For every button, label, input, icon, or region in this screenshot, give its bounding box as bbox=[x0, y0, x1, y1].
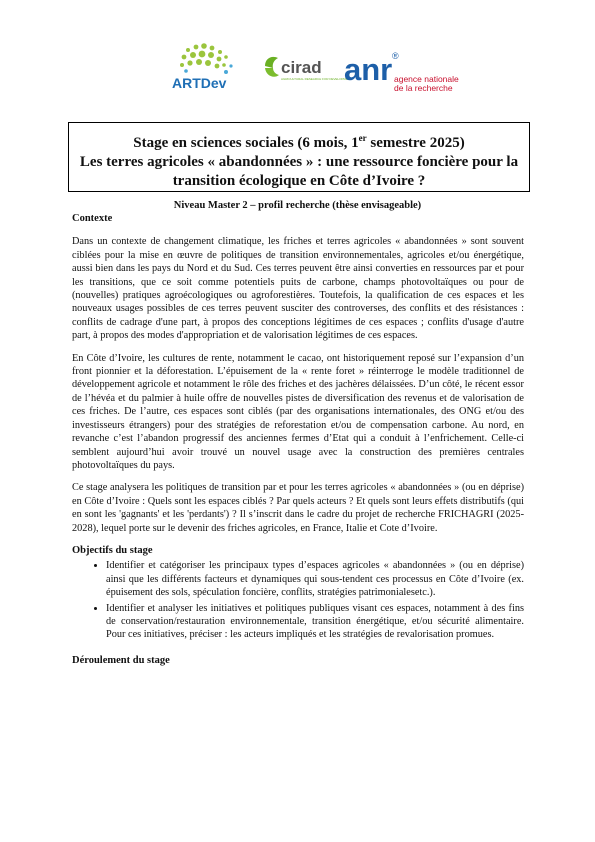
contexte-paragraph-1: Dans un contexte de changement climatique, les friches et terres agricoles « abandonnées » sont souvent ciblées pour la mise en œuvre de politiques de transition environnementales, agricoles et/ou énergétique, aussi bien dans les pays du Nord et du Sud. Ces terres peuvent être ainsi converties en ressources par et pour les transitions, que ce soit comme potentiels puits de carbone, champs photovoltaïques ou pour de (nouvelles) pratiques agroécologiques ou agroforestières. Toutefois, la qualification de ces espaces et les nouveaux usages possibles de ces terres peuvent susciter des controverses, des conflits et des résistances : conflits de cadrage d'une part, à propos des conceptions légitimes de ces espaces ; conflits d'usage d'autre part, à propos des modes d'appropriation et de valorisation légitimes de ces espaces. bbox=[72, 236, 524, 342]
title-box bbox=[68, 122, 530, 192]
level-line: Niveau Master 2 – profil recherche (thèse envisageable) bbox=[173, 200, 422, 211]
objectifs-heading: Objectifs du stage bbox=[72, 544, 153, 556]
artdev-text: ARTDev bbox=[172, 75, 227, 91]
contexte-paragraph-3: Ce stage analysera les politiques de transition par et pour les terres agricoles « abandonnées » (ou en déprise) en Côte d’Ivoire : Quels sont les espaces ciblés ? Par quels acteurs ? Et quels sont leurs effets distributifs (qui en sont les 'gagnants' et les 'perdants') ? Il s’inscrit dans le cadre du projet de recherche FRICHAGRI (2025-2028), lequel porte sur le devenir des friches agricoles, en France, Italie et Cote d’Ivoire. bbox=[72, 482, 524, 534]
anr-text: anr bbox=[344, 52, 393, 87]
logos-banner bbox=[0, 38, 595, 98]
document-title bbox=[69, 129, 529, 153]
contexte-paragraph-2: En Côte d’Ivoire, les cultures de rente, notamment le cacao, ont historiquement reposé sur l’expansion d’un front pionnier et la déforestation. L’épuisement de la « rente foret » réinterroge le modèle traditionnel de développement agricole et notamment le rôle des friches et des jachères délaissées. D’un côté, le récent essor de l’hévéa et du palmier à huile offre de nouvelles pistes de diversification des revenus et de valorisation de ces friches. De l’autre, ces espaces sont ciblés (par des organisations internationales, des ONG et/ou des investisseurs étrangers) pour des stratégies de reforestation et/ou de compensation carbone. Au nord, en revanche c’est l’abandon progressif des anciennes fermes d’Etat qui a conduit à l’enfrichement. Celle-ci semblent aujourd’hui avoir trouvé un nouvel usage avec la construction des premières centrales photovoltaïques du pays. bbox=[72, 352, 524, 471]
deroulement-heading: Déroulement du stage bbox=[72, 654, 170, 666]
cirad-tagline: AGRICULTURAL RESEARCH FOR DEVELOPMENT bbox=[281, 77, 353, 81]
anr-tagline-line2: de la recherche bbox=[394, 83, 453, 93]
objectif-item: • Identifier et analyser les initiatives et politiques publiques visant ces espaces, notamment à des fins de conservation/restauration environnementale, transition énergétique, et/ou sécurité alimentaire. Pour ces initiatives, préciser : les acteurs impliqués et les stratégies de revalorisation promues. bbox=[106, 602, 524, 642]
artdev-logo bbox=[168, 42, 242, 94]
document-body bbox=[72, 212, 524, 677]
title-superscript: er bbox=[358, 133, 367, 143]
contexte-heading: Contexte bbox=[72, 213, 113, 224]
objectifs-list bbox=[72, 559, 524, 641]
objectif-item: • Identifier et catégoriser les principaux types d’espaces agricoles « abandonnées » (ou en déprise) ainsi que les différents facteurs et dynamiques qui sous-tendent ces processus en Côte d’Ivoire (ex. épuisement des sols, spéculation foncière, conflits, stratégies patrimonialesetc.). bbox=[106, 559, 524, 599]
cirad-logo bbox=[262, 52, 353, 92]
anr-tagline-line1: agence nationale bbox=[394, 74, 459, 84]
anr-registered-mark: ® bbox=[392, 51, 399, 61]
anr-logo bbox=[344, 48, 459, 96]
cirad-text: cirad bbox=[281, 58, 322, 77]
title-prefix: Stage en sciences sociales (6 mois, 1 bbox=[133, 135, 359, 151]
document-subtitle: Les terres agricoles « abandonnées » : une ressource foncière pour la transition écologique en Côte d’Ivoire ? bbox=[79, 154, 519, 189]
title-suffix: semestre 2025) bbox=[366, 135, 465, 151]
